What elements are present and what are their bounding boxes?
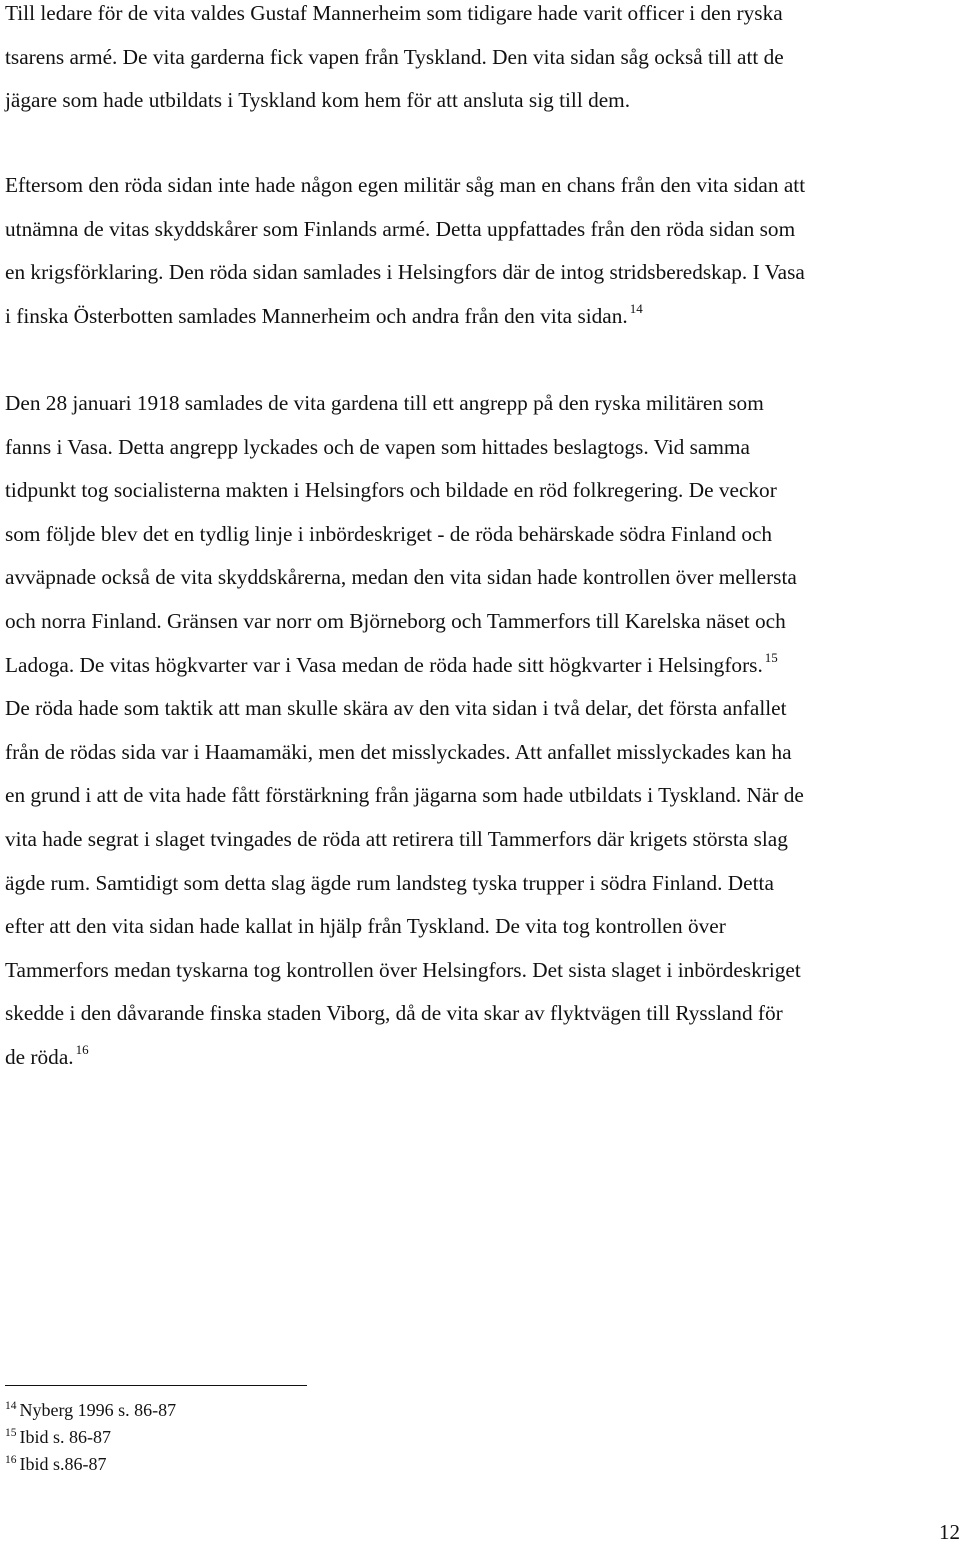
text-line: tidpunkt tog socialisterna makten i Helsingfors och bildade en röd folkregering. De veckor xyxy=(5,478,777,503)
footnote-number: 16 xyxy=(5,1454,17,1466)
text-line: Den 28 januari 1918 samlades de vita gardena till ett angrepp på den ryska militären som xyxy=(5,391,764,415)
text-line xyxy=(5,644,957,688)
footnote-reference: 16 xyxy=(75,1041,89,1057)
text-line: Till ledare för de vita valdes Gustaf Mannerheim som tidigare hade varit officer i den ryska xyxy=(5,1,783,25)
text-line-content: Ladoga. De vitas högkvarter var i Vasa medan de röda hade sitt högkvarter i Helsingfors. xyxy=(5,652,763,677)
footnote-text: Nyberg 1996 s. 86-87 xyxy=(19,1400,177,1420)
footnote-number: 14 xyxy=(5,1400,17,1412)
footnote xyxy=(5,1452,176,1479)
text-line xyxy=(5,1036,957,1080)
text-line: en krigsförklaring. Den röda sidan samlades i Helsingfors där de intog stridsberedskap. I Vasa xyxy=(5,260,805,285)
text-line: från de rödas sida var i Haamamäki, men det misslyckades. Att anfallet misslyckades kan ha xyxy=(5,739,792,764)
footnote xyxy=(5,1398,176,1425)
text-line-content: i finska Österbotten samlades Mannerheim och andra från den vita sidan. xyxy=(5,303,628,328)
paragraph xyxy=(5,164,957,338)
text-line: utnämna de vitas skyddskårer som Finlands armé. Detta uppfattades från den röda sidan som xyxy=(5,216,796,241)
footnote xyxy=(5,1425,176,1452)
text-line: jägare som hade utbildats i Tyskland kom hem för att ansluta sig till dem. xyxy=(5,88,631,113)
paragraph xyxy=(5,0,957,123)
text-line: vita hade segrat i slaget tvingades de röda att retirera till Tammerfors där krigets största slag xyxy=(5,826,788,851)
text-line: ägde rum. Samtidigt som detta slag ägde rum landsteg tyska trupper i södra Finland. Detta xyxy=(5,870,774,895)
text-line: avväpnade också de vita skyddskårerna, medan den vita sidan hade kontrollen över mellersta xyxy=(5,565,797,590)
footnote-reference: 15 xyxy=(764,649,778,665)
text-line xyxy=(5,295,957,339)
text-line: Tammerfors medan tyskarna tog kontrollen över Helsingfors. Det sista slaget i inbördeskriget xyxy=(5,957,801,982)
text-line: en grund i att de vita hade fått förstärkning från jägarna som hade utbildats i Tyskland. När de xyxy=(5,783,804,808)
footnotes xyxy=(5,1398,176,1479)
footnote-text: Ibid s.86-87 xyxy=(19,1454,107,1474)
text-line: De röda hade som taktik att man skulle skära av den vita sidan i två delar, det första anfallet xyxy=(5,696,787,721)
paragraph xyxy=(5,382,957,1080)
footnote-reference: 14 xyxy=(629,300,643,316)
text-line: fanns i Vasa. Detta angrepp lyckades och de vapen som hittades beslagtogs. Vid samma xyxy=(5,434,750,459)
text-line-content: de röda. xyxy=(5,1044,74,1069)
text-line: och norra Finland. Gränsen var norr om Björneborg och Tammerfors till Karelska näset och xyxy=(5,608,786,633)
footnote-number: 15 xyxy=(5,1427,17,1439)
text-line: efter att den vita sidan hade kallat in hjälp från Tyskland. De vita tog kontrollen över xyxy=(5,914,726,939)
text-line: Eftersom den röda sidan inte hade någon egen militär såg man en chans från den vita sidan att xyxy=(5,173,806,197)
text-line: skedde i den dåvarande finska staden Viborg, då de vita skar av flyktvägen till Ryssland för xyxy=(5,1001,783,1026)
footnote-text: Ibid s. 86-87 xyxy=(19,1427,111,1447)
text-line: som följde blev det en tydlig linje i inbördeskriget - de röda behärskade södra Finland och xyxy=(5,521,773,546)
text-line: tsarens armé. De vita garderna fick vapen från Tyskland. Den vita sidan såg också till att de xyxy=(5,44,784,69)
footnote-separator xyxy=(5,1385,307,1386)
page-number: 12 xyxy=(939,1520,960,1544)
